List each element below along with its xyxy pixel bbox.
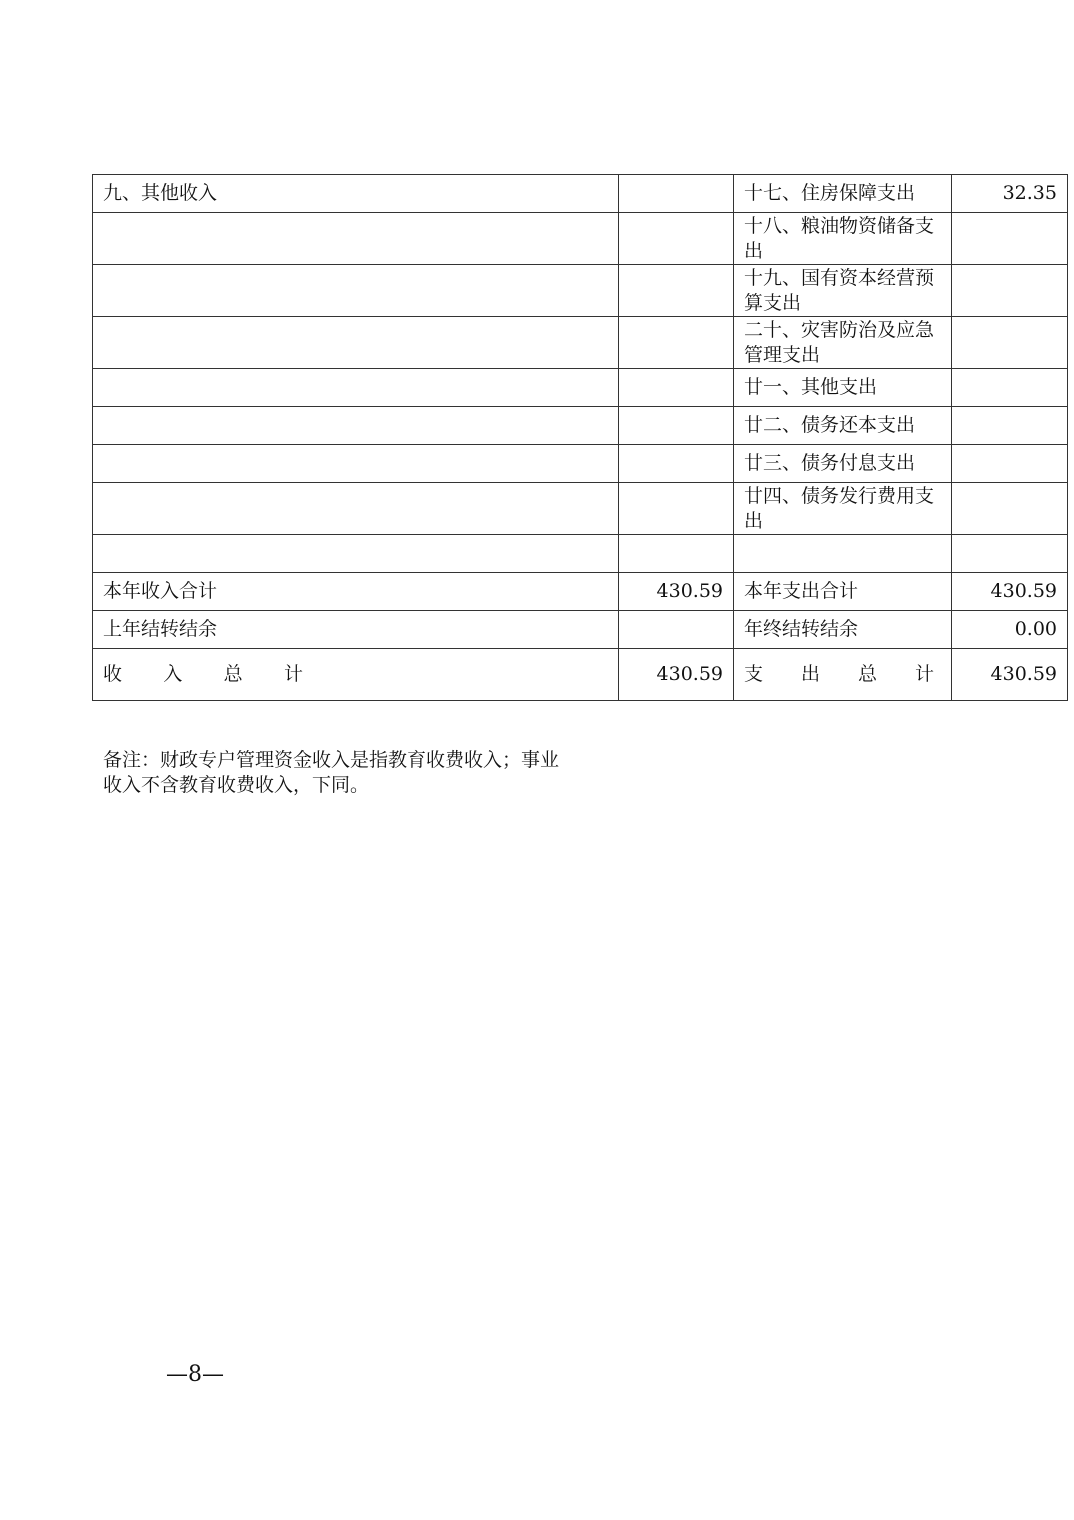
income-total-amount: 430.59 — [619, 649, 734, 701]
income-amount — [619, 317, 734, 369]
expense-item: 二十、灾害防治及应急管理支出 — [734, 317, 952, 369]
expense-total-amount: 430.59 — [952, 649, 1068, 701]
expense-item: 本年支出合计 — [734, 573, 952, 611]
table-row — [93, 483, 1068, 535]
expense-item: 廿一、其他支出 — [734, 369, 952, 407]
table-row — [93, 175, 1068, 213]
income-amount — [619, 265, 734, 317]
page-number: —8— — [166, 1362, 224, 1387]
income-total-label — [93, 649, 619, 701]
table-row — [93, 611, 1068, 649]
expense-amount: 0.00 — [952, 611, 1068, 649]
table-row — [93, 573, 1068, 611]
budget-table — [92, 174, 1068, 701]
expense-amount — [952, 265, 1068, 317]
expense-amount: 430.59 — [952, 573, 1068, 611]
income-item — [93, 535, 619, 573]
expense-item: 十八、粮油物资储备支出 — [734, 213, 952, 265]
income-item — [93, 213, 619, 265]
expense-item: 廿三、债务付息支出 — [734, 445, 952, 483]
expense-amount — [952, 317, 1068, 369]
income-amount — [619, 483, 734, 535]
expense-amount: 32.35 — [952, 175, 1068, 213]
income-amount — [619, 535, 734, 573]
income-total-char: 收 — [103, 663, 123, 685]
income-item — [93, 483, 619, 535]
table-row — [93, 317, 1068, 369]
income-amount: 430.59 — [619, 573, 734, 611]
expense-amount — [952, 483, 1068, 535]
expense-item: 十七、住房保障支出 — [734, 175, 952, 213]
table-row — [93, 265, 1068, 317]
income-item — [93, 445, 619, 483]
expense-amount — [952, 369, 1068, 407]
income-item — [93, 317, 619, 369]
income-item — [93, 407, 619, 445]
income-total-char: 计 — [283, 663, 303, 685]
income-item — [93, 265, 619, 317]
income-item: 九、其他收入 — [93, 175, 619, 213]
table-row — [93, 213, 1068, 265]
expense-item: 年终结转结余 — [734, 611, 952, 649]
table-row — [93, 535, 1068, 573]
footnote — [103, 748, 603, 798]
income-total-char: 总 — [223, 663, 243, 685]
footnote-line: 备注：财政专户管理资金收入是指教育收费收入；事业 — [103, 749, 560, 771]
expense-amount — [952, 535, 1068, 573]
income-item: 本年收入合计 — [93, 573, 619, 611]
income-amount — [619, 407, 734, 445]
income-item: 上年结转结余 — [93, 611, 619, 649]
expense-total-label: 支 出 总 计 — [734, 649, 952, 701]
expense-amount — [952, 213, 1068, 265]
income-amount — [619, 369, 734, 407]
expense-item: 十九、国有资本经营预算支出 — [734, 265, 952, 317]
income-amount — [619, 445, 734, 483]
income-amount — [619, 175, 734, 213]
expense-amount — [952, 407, 1068, 445]
table-row — [93, 369, 1068, 407]
income-amount — [619, 213, 734, 265]
expense-item — [734, 535, 952, 573]
table-row — [93, 445, 1068, 483]
expense-amount — [952, 445, 1068, 483]
total-row — [93, 649, 1068, 701]
expense-item: 廿二、债务还本支出 — [734, 407, 952, 445]
table-row — [93, 407, 1068, 445]
expense-item: 廿四、债务发行费用支出 — [734, 483, 952, 535]
income-amount — [619, 611, 734, 649]
income-item — [93, 369, 619, 407]
income-total-char: 入 — [163, 663, 183, 685]
footnote-line: 收入不含教育收费收入，下同。 — [103, 774, 370, 796]
